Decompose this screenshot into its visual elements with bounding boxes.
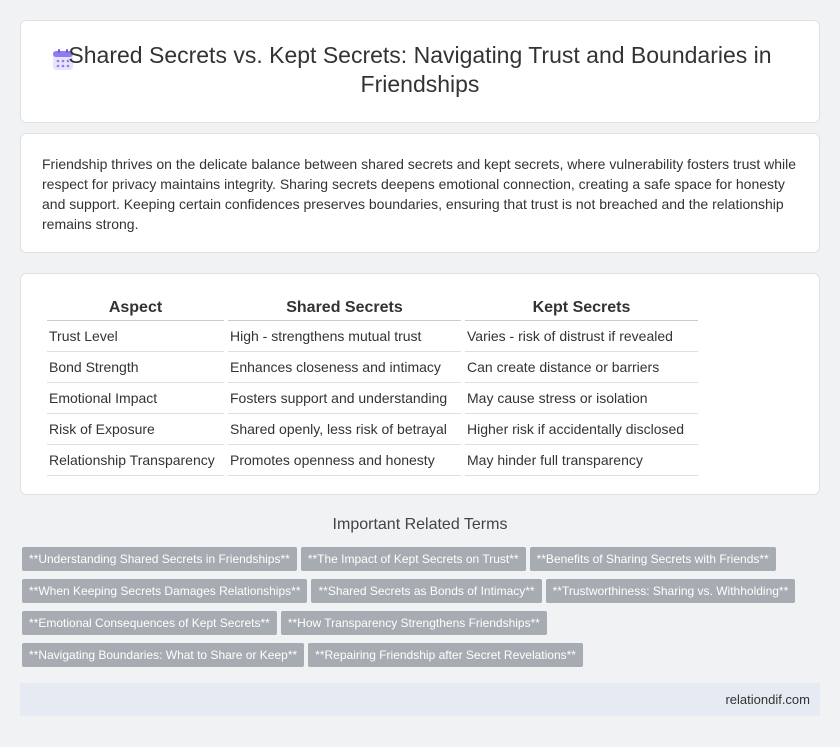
table-row — [47, 414, 698, 445]
table-header-row — [47, 297, 698, 321]
related-terms-list — [22, 547, 818, 675]
page-title: Shared Secrets vs. Kept Secrets: Navigating Trust and Boundaries in Friendships — [68, 42, 772, 97]
header-shared-secrets: Shared Secrets — [228, 297, 461, 321]
table-row — [47, 445, 698, 476]
header-kept-secrets: Kept Secrets — [465, 297, 698, 321]
cell-shared: High - strengthens mutual trust — [228, 321, 461, 352]
cell-aspect: Risk of Exposure — [47, 414, 224, 445]
cell-kept: May hinder full transparency — [465, 445, 698, 476]
term-tag[interactable]: **Navigating Boundaries: What to Share or Keep** — [22, 643, 304, 667]
comparison-table — [43, 297, 702, 476]
cell-kept: Varies - risk of distrust if revealed — [465, 321, 698, 352]
cell-aspect: Relationship Transparency — [47, 445, 224, 476]
intro-card — [20, 133, 820, 253]
cell-kept: Higher risk if accidentally disclosed — [465, 414, 698, 445]
cell-shared: Promotes openness and honesty — [228, 445, 461, 476]
footer-site-link[interactable]: relationdif.com — [725, 692, 810, 707]
term-tag[interactable]: **Benefits of Sharing Secrets with Friends** — [530, 547, 776, 571]
footer — [20, 683, 820, 716]
header-aspect: Aspect — [47, 297, 224, 321]
term-tag[interactable]: **Trustworthiness: Sharing vs. Withholding** — [546, 579, 796, 603]
table-row — [47, 321, 698, 352]
related-terms-title: Important Related Terms — [332, 516, 508, 533]
term-tag[interactable]: **Shared Secrets as Bonds of Intimacy** — [311, 579, 541, 603]
term-tag[interactable]: **When Keeping Secrets Damages Relationships** — [22, 579, 307, 603]
comparison-card — [20, 273, 820, 495]
cell-aspect: Emotional Impact — [47, 383, 224, 414]
term-tag[interactable]: **Emotional Consequences of Kept Secrets** — [22, 611, 277, 635]
cell-kept: May cause stress or isolation — [465, 383, 698, 414]
table-row — [47, 383, 698, 414]
term-tag[interactable]: **Understanding Shared Secrets in Friendships** — [22, 547, 297, 571]
intro-paragraph: Friendship thrives on the delicate balance between shared secrets and kept secrets, where vulnerability fosters trust while respect for privacy maintains integrity. Sharing secrets deepens emotional connection, creating a safe space for honesty and support. Keeping certain confidences preserves boundaries, ensuring that trust is not breached and the relationship remains strong. — [42, 156, 797, 232]
cell-kept: Can create distance or barriers — [465, 352, 698, 383]
cell-aspect: Trust Level — [47, 321, 224, 352]
cell-aspect: Bond Strength — [47, 352, 224, 383]
cell-shared: Fosters support and understanding — [228, 383, 461, 414]
term-tag[interactable]: **The Impact of Kept Secrets on Trust** — [301, 547, 526, 571]
term-tag[interactable]: **Repairing Friendship after Secret Revelations** — [308, 643, 583, 667]
term-tag[interactable]: **How Transparency Strengthens Friendships** — [281, 611, 547, 635]
cell-shared: Enhances closeness and intimacy — [228, 352, 461, 383]
table-row — [47, 352, 698, 383]
header-card — [20, 20, 820, 123]
cell-shared: Shared openly, less risk of betrayal — [228, 414, 461, 445]
